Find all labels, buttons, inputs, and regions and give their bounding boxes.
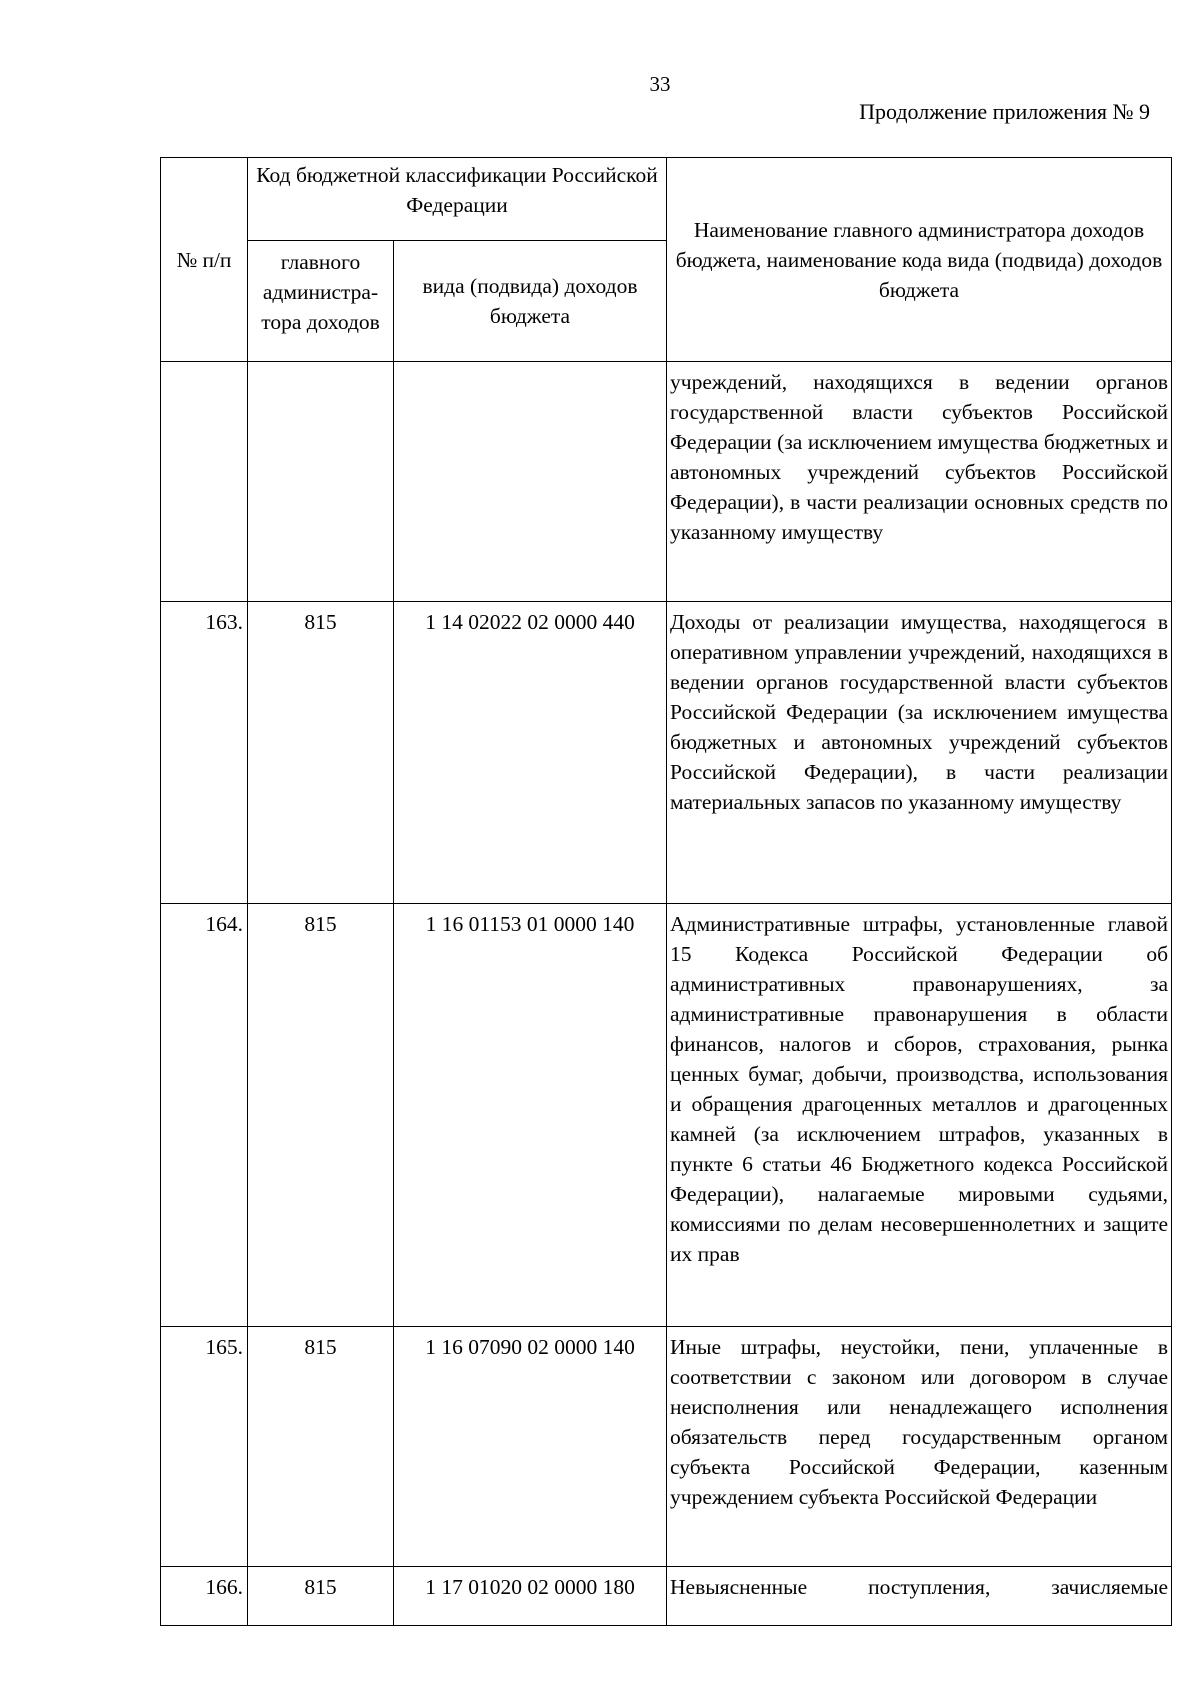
income-code: 1 16 01153 01 0000 140 bbox=[394, 904, 667, 1327]
admin-code: 815 bbox=[248, 904, 394, 1327]
header-row-number: № п/п bbox=[161, 158, 248, 362]
income-code: 1 14 02022 02 0000 440 bbox=[394, 602, 667, 904]
table-header-row bbox=[161, 158, 1172, 241]
admin-code bbox=[248, 362, 394, 602]
header-name: Наименование главного администратора доходов бюджета, наименование кода вида (подвида) доходов бюджета bbox=[667, 158, 1172, 362]
income-code bbox=[394, 362, 667, 602]
income-description: Доходы от реализации имущества, находящегося в оперативном управлении учреждений, находящихся в ведении органов государственной власти субъектов Российской Федерации (за исключением имущества бюджетных и автономных учреждений субъектов Российской Федерации), в части реализации материальных запасов по указанному имуществу bbox=[667, 602, 1172, 904]
page-number: 33 bbox=[649, 72, 671, 96]
admin-code: 815 bbox=[248, 602, 394, 904]
admin-code: 815 bbox=[248, 1327, 394, 1567]
row-number: 166. bbox=[161, 1567, 248, 1626]
header-admin-code: главного администра-тора доходов bbox=[248, 241, 394, 362]
income-description: Невыясненные поступления, зачисляемые bbox=[667, 1567, 1172, 1626]
table-row bbox=[161, 1327, 1172, 1567]
row-number: 164. bbox=[161, 904, 248, 1327]
income-description: учреждений, находящихся в ведении органов государственной власти субъектов Российской Федерации (за исключением имущества бюджетных и автономных учреждений субъектов Российской Федерации), в части реализации основных средств по указанному имуществу bbox=[667, 362, 1172, 602]
table-row bbox=[161, 1567, 1172, 1626]
table-row bbox=[161, 362, 1172, 602]
appendix-continuation-label: Продолжение приложения № 9 bbox=[859, 99, 1150, 124]
row-number: 163. bbox=[161, 602, 248, 904]
table-row bbox=[161, 904, 1172, 1327]
budget-classification-table bbox=[160, 157, 1172, 1626]
income-description: Административные штрафы, установленные главой 15 Кодекса Российской Федерации об административных правонарушениях, за административные правонарушения в области финансов, налогов и сборов, страхования, рынка ценных бумаг, добычи, производства, использования и обращения драгоценных металлов и драгоценных камней (за исключением штрафов, указанных в пункте 6 статьи 46 Бюджетного кодекса Российской Федерации), налагаемые мировыми судьями, комиссиями по делам несовершеннолетних и защите их прав bbox=[667, 904, 1172, 1327]
admin-code: 815 bbox=[248, 1567, 394, 1626]
income-code: 1 17 01020 02 0000 180 bbox=[394, 1567, 667, 1626]
header-code-group: Код бюджетной классификации Российской Федерации bbox=[248, 158, 667, 241]
income-description: Иные штрафы, неустойки, пени, уплаченные в соответствии с законом или договором в случае неисполнения или ненадлежащего исполнения обязательств перед государственным органом субъекта Российской Федерации, казенным учреждением субъекта Российской Федерации bbox=[667, 1327, 1172, 1567]
income-code: 1 16 07090 02 0000 140 bbox=[394, 1327, 667, 1567]
row-number: 165. bbox=[161, 1327, 248, 1567]
table-row bbox=[161, 602, 1172, 904]
row-number bbox=[161, 362, 248, 602]
header-income-code: вида (подвида) доходов бюджета bbox=[394, 241, 667, 362]
